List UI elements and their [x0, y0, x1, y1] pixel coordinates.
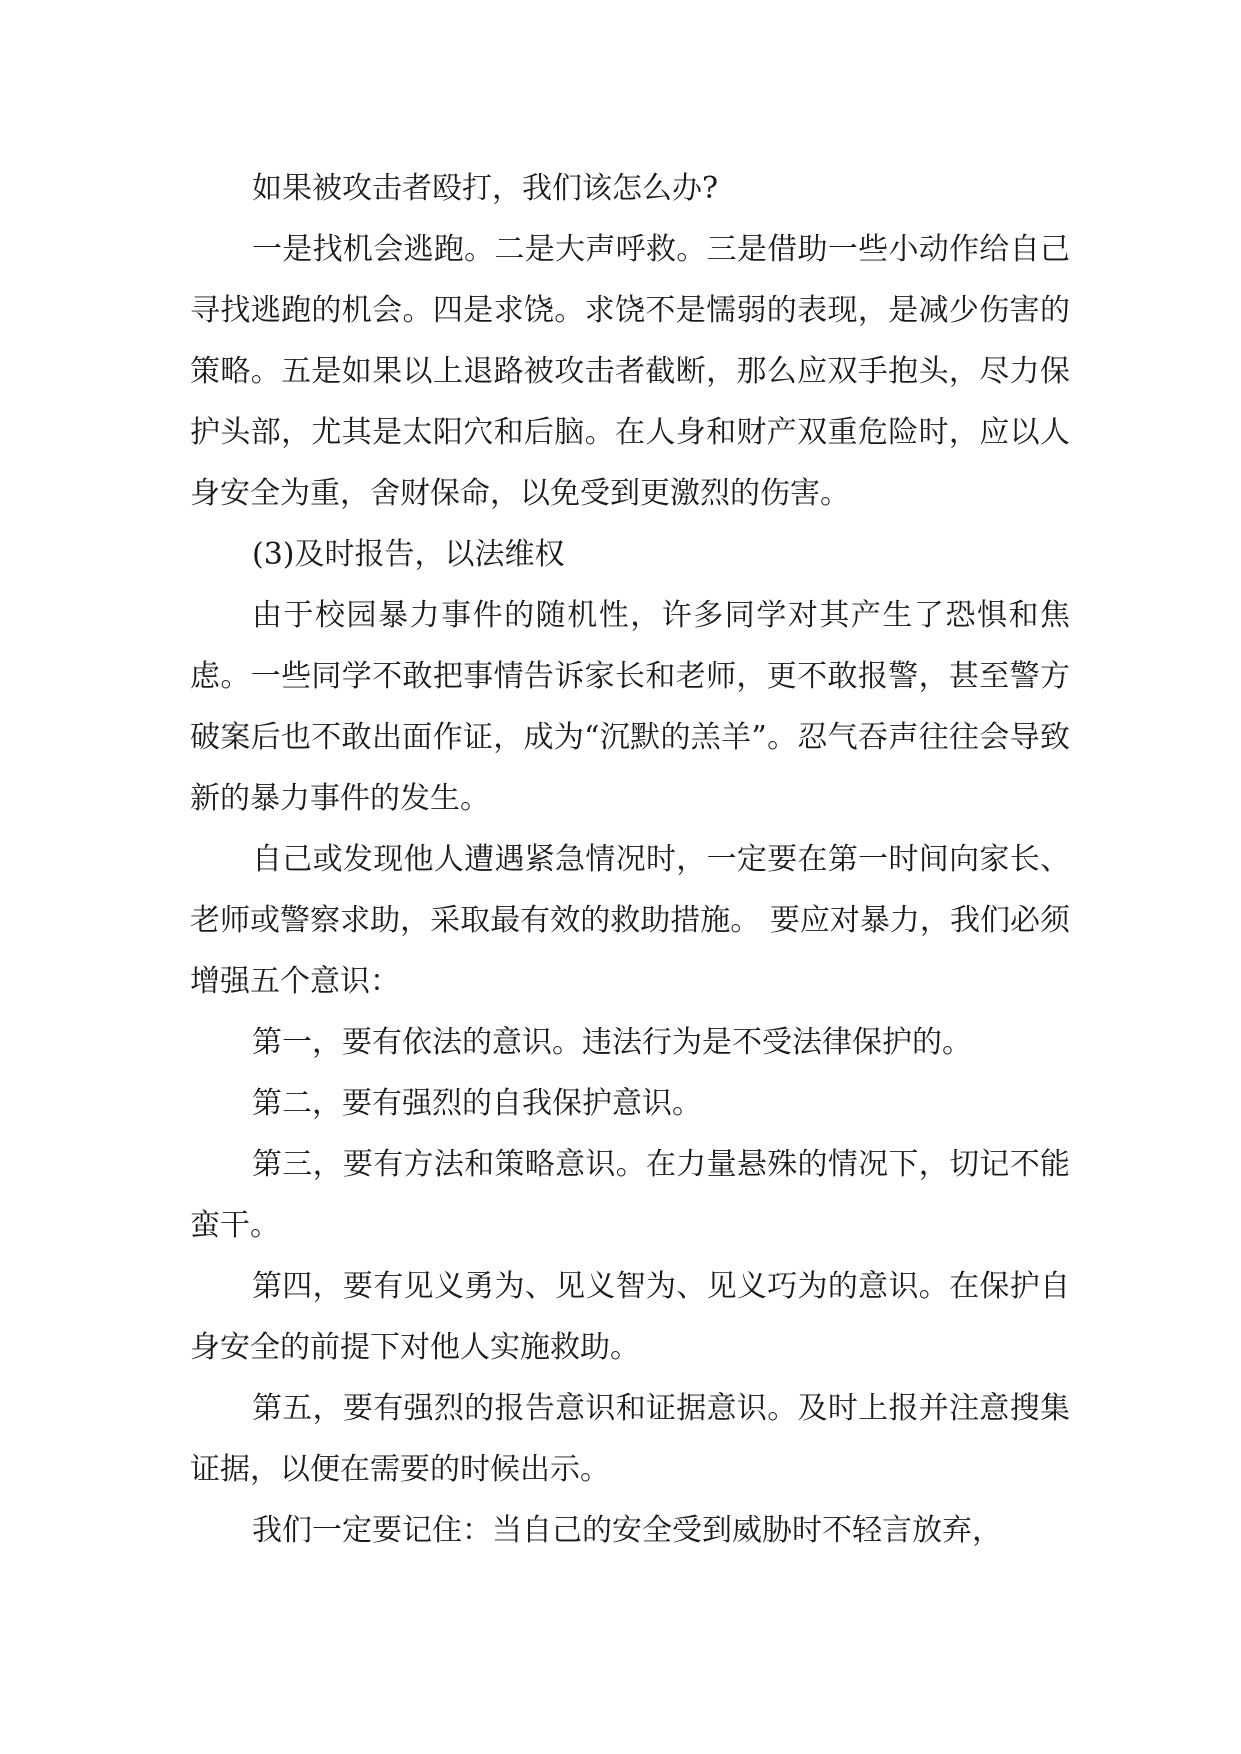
paragraph-seek-help: 自己或发现他人遭遇紧急情况时，一定要在第一时间向家长、老师或警察求助，采取最有效的救助措施。 要应对暴力，我们必须增强五个意识：	[190, 842, 1070, 999]
paragraph-awareness-4: 第四，要有见义勇为、见义智为、见义巧为的意识。在保护自身安全的前提下对他人实施救助。	[190, 1269, 1070, 1365]
section-heading-report: (3)及时报告，以法维权	[252, 537, 565, 572]
document-body	[190, 158, 1070, 1561]
paragraph-awareness-2: 第二，要有强烈的自我保护意识。	[252, 1086, 702, 1121]
paragraph-remember: 我们一定要记住：当自己的安全受到威胁时不轻言放弃，	[252, 1513, 1002, 1548]
paragraph-fear-anxiety: 由于校园暴力事件的随机性，许多同学对其产生了恐惧和焦虑。一些同学不敢把事情告诉家长和老师，更不敢报警，甚至警方破案后也不敢出面作证，成为“沉默的羔羊”。忍气吞声往往会导致新的暴力事件的发生。	[190, 598, 1070, 816]
paragraph-question: 如果被攻击者殴打，我们该怎么办?	[252, 171, 719, 206]
paragraph-awareness-3: 第三，要有方法和策略意识。在力量悬殊的情况下，切记不能蛮干。	[190, 1147, 1070, 1243]
paragraph-awareness-5: 第五，要有强烈的报告意识和证据意识。及时上报并注意搜集证据，以便在需要的时候出示。	[190, 1391, 1070, 1487]
paragraph-awareness-1: 第一，要有依法的意识。违法行为是不受法律保护的。	[252, 1025, 972, 1060]
paragraph-escape-methods: 一是找机会逃跑。二是大声呼救。三是借助一些小动作给自己寻找逃跑的机会。四是求饶。求饶不是懦弱的表现，是减少伤害的策略。五是如果以上退路被攻击者截断，那么应双手抱头，尽力保护头部，尤其是太阳穴和后脑。在人身和财产双重危险时，应以人身安全为重，舍财保命，以免受到更激烈的伤害。	[190, 232, 1070, 511]
